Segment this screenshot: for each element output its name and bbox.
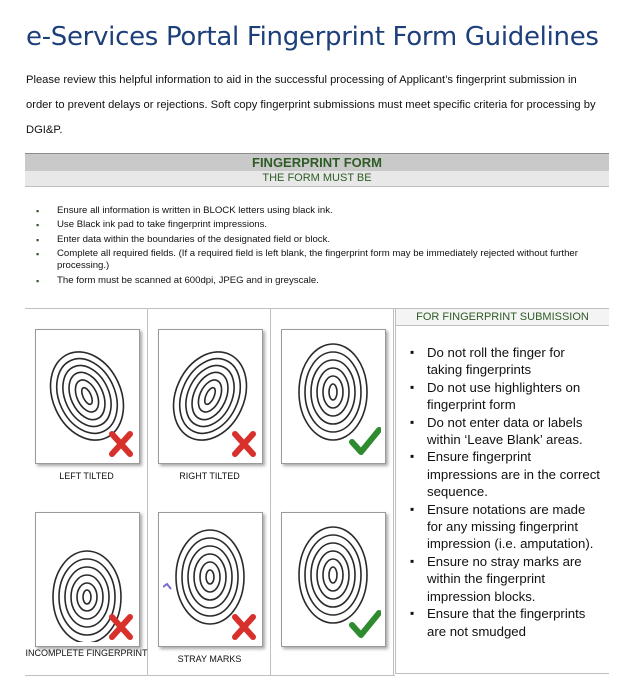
fingerprint-graphic bbox=[286, 517, 381, 642]
submission-item: ▪ Ensure that the fingerprints are not smudged bbox=[410, 605, 601, 640]
rule-item: ▪ Ensure all information is written in BLOCK letters using black ink. bbox=[35, 205, 601, 217]
fingerprint-image bbox=[158, 329, 263, 464]
accept-check-icon bbox=[352, 613, 379, 635]
submission-list bbox=[396, 326, 609, 640]
submission-item: ▪ Do not enter data or labels within ‘Leave Blank’ areas. bbox=[410, 414, 601, 449]
reject-x-icon bbox=[112, 617, 130, 637]
fingerprint-graphic bbox=[163, 334, 258, 459]
submission-panel bbox=[395, 308, 609, 674]
fingerprint-graphic bbox=[163, 517, 258, 642]
example-cell bbox=[148, 309, 271, 492]
fingerprint-form-panel bbox=[25, 153, 609, 675]
fingerprint-graphic bbox=[286, 334, 381, 459]
example-label: RIGHT TILTED bbox=[179, 471, 240, 481]
example-cell bbox=[271, 492, 394, 675]
submission-item: ▪ Ensure fingerprint impressions are in the correct sequence. bbox=[410, 448, 601, 500]
rule-item: ▪ Complete all required fields. (If a required field is left blank, the fingerprint form may be immediately rejected without further processing.) bbox=[35, 248, 601, 272]
example-cell bbox=[25, 492, 148, 675]
reject-x-icon bbox=[235, 434, 253, 454]
form-header: FINGERPRINT FORM bbox=[25, 153, 609, 172]
fingerprint-image bbox=[35, 512, 140, 647]
submission-item: ▪ Do not roll the finger for taking fingerprints bbox=[410, 344, 601, 379]
fingerprint-image bbox=[35, 329, 140, 464]
rule-item: ▪ The form must be scanned at 600dpi, JPEG and in greyscale. bbox=[35, 275, 601, 287]
form-subheader: THE FORM MUST BE bbox=[25, 171, 609, 187]
example-label: STRAY MARKS bbox=[177, 654, 242, 664]
fingerprint-graphic bbox=[40, 517, 135, 642]
example-cell bbox=[25, 309, 148, 492]
submission-item: ▪ Ensure notations are made for any missing fingerprint impression (i.e. amputation). bbox=[410, 501, 601, 553]
intro-paragraph: Please review this helpful information to aid in the successful processing of Applicant’s fingerprint submission in order to prevent delays or rejections. Soft copy fingerprint submissions must meet specific criteria for processing by DGI&P. bbox=[26, 74, 596, 136]
submission-item: ▪ Ensure no stray marks are within the fingerprint impression blocks. bbox=[410, 553, 601, 605]
stray-mark bbox=[163, 584, 171, 589]
accept-check-icon bbox=[352, 430, 379, 452]
fingerprint-image bbox=[281, 329, 386, 464]
rule-item: ▪ Enter data within the boundaries of the designated field or block. bbox=[35, 234, 601, 246]
example-cell bbox=[148, 492, 271, 675]
submission-header: FOR FINGERPRINT SUBMISSION bbox=[396, 309, 609, 326]
reject-x-icon bbox=[235, 617, 253, 637]
reject-x-icon bbox=[112, 434, 130, 454]
submission-item: ▪ Do not use highlighters on fingerprint form bbox=[410, 379, 601, 414]
rule-item: ▪ Use Black ink pad to take fingerprint impressions. bbox=[35, 219, 601, 231]
fingerprint-image bbox=[281, 512, 386, 647]
example-label: LEFT TILTED bbox=[59, 471, 114, 481]
fingerprint-image bbox=[158, 512, 263, 647]
example-cell bbox=[271, 309, 394, 492]
example-label: INCOMPLETE FINGERPRINT bbox=[25, 648, 148, 658]
fingerprint-graphic bbox=[40, 334, 135, 459]
form-rules-list bbox=[35, 205, 601, 289]
page-title: e-Services Portal Fingerprint Form Guidelines bbox=[26, 22, 599, 52]
fingerprint-examples-grid bbox=[25, 308, 395, 676]
